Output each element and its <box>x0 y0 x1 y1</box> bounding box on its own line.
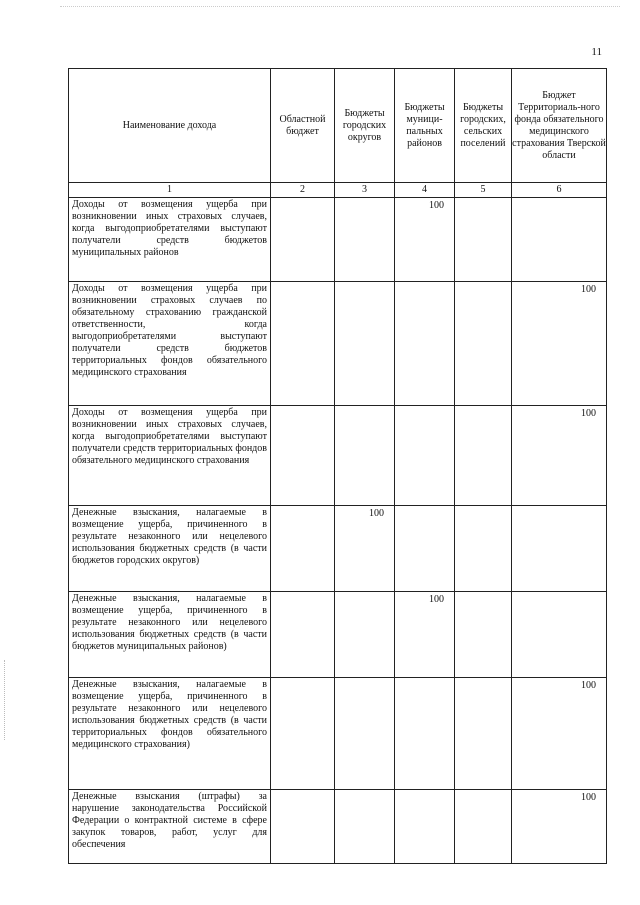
header-regional-budget: Областной бюджет <box>271 69 335 183</box>
value-cell <box>395 406 455 506</box>
header-income-name: Наименование дохода <box>69 69 271 183</box>
column-number: 3 <box>335 183 395 198</box>
column-number-row <box>69 183 607 198</box>
column-number: 1 <box>69 183 271 198</box>
value-cell <box>512 198 607 282</box>
value-cell: 100 <box>395 198 455 282</box>
income-name-cell: Денежные взыскания, налагаемые в возмещение ущерба, причиненного в результате незаконного или нецелевого использования бюджетных средств (в части территориальных фондов обязательного медицинского страхования) <box>69 678 271 790</box>
value-cell: 100 <box>512 282 607 406</box>
value-cell <box>455 282 512 406</box>
table-row <box>69 282 607 406</box>
value-cell <box>335 678 395 790</box>
value-cell <box>271 506 335 592</box>
income-table-container <box>68 68 606 864</box>
value-cell <box>335 592 395 678</box>
table-row <box>69 592 607 678</box>
value-cell <box>512 592 607 678</box>
table-row <box>69 506 607 592</box>
value-cell <box>335 790 395 864</box>
table-row <box>69 678 607 790</box>
header-city-districts: Бюджеты городских округов <box>335 69 395 183</box>
header-row <box>69 69 607 183</box>
value-cell <box>455 678 512 790</box>
scan-noise-left <box>4 660 9 740</box>
income-distribution-table <box>68 68 607 864</box>
value-cell <box>335 198 395 282</box>
table-row <box>69 406 607 506</box>
value-cell <box>455 506 512 592</box>
column-number: 2 <box>271 183 335 198</box>
value-cell <box>395 506 455 592</box>
header-settlements: Бюджеты городских, сельских поселений <box>455 69 512 183</box>
value-cell: 100 <box>395 592 455 678</box>
value-cell <box>335 282 395 406</box>
value-cell <box>271 406 335 506</box>
value-cell <box>395 678 455 790</box>
value-cell: 100 <box>512 790 607 864</box>
value-cell <box>455 406 512 506</box>
table-row <box>69 198 607 282</box>
income-name-cell: Денежные взыскания (штрафы) за нарушение законодательства Российской Федерации о контрактной системе в сфере закупок товаров, работ, услуг для обеспечения <box>69 790 271 864</box>
value-cell <box>271 282 335 406</box>
header-municipal-districts: Бюджеты муници-пальных районов <box>395 69 455 183</box>
income-name-cell: Доходы от возмещения ущерба при возникновении страховых случаев по обязательному страхованию гражданской ответственности, когда выгодоприобретателями выступают получатели средств бюджетов территориальных фондов обязательного медицинского страхования <box>69 282 271 406</box>
value-cell <box>512 506 607 592</box>
value-cell <box>395 790 455 864</box>
value-cell <box>271 592 335 678</box>
value-cell: 100 <box>512 678 607 790</box>
value-cell: 100 <box>512 406 607 506</box>
value-cell <box>455 592 512 678</box>
page-number: 11 <box>591 46 602 58</box>
column-number: 6 <box>512 183 607 198</box>
value-cell <box>271 678 335 790</box>
value-cell <box>455 790 512 864</box>
income-name-cell: Денежные взыскания, налагаемые в возмещение ущерба, причиненного в результате незаконного или нецелевого использования бюджетных средств (в части бюджетов муниципальных районов) <box>69 592 271 678</box>
column-number: 5 <box>455 183 512 198</box>
value-cell <box>335 406 395 506</box>
header-territorial-fund: Бюджет Территориаль-ного фонда обязательного медицинского страхования Тверской области <box>512 69 607 183</box>
value-cell <box>455 198 512 282</box>
table-row <box>69 790 607 864</box>
column-number: 4 <box>395 183 455 198</box>
value-cell <box>271 198 335 282</box>
value-cell <box>271 790 335 864</box>
value-cell <box>395 282 455 406</box>
value-cell: 100 <box>335 506 395 592</box>
income-name-cell: Денежные взыскания, налагаемые в возмещение ущерба, причиненного в результате незаконного или нецелевого использования бюджетных средств (в части бюджетов городских округов) <box>69 506 271 592</box>
income-name-cell: Доходы от возмещения ущерба при возникновении иных страховых случаев, когда выгодоприобретателями выступают получатели средств бюджетов муниципальных районов <box>69 198 271 282</box>
income-name-cell: Доходы от возмещения ущерба при возникновении иных страховых случаев, когда выгодоприобретателями выступают получатели средств территориальных фондов обязательного медицинского страхования <box>69 406 271 506</box>
scan-noise-top <box>60 6 620 9</box>
